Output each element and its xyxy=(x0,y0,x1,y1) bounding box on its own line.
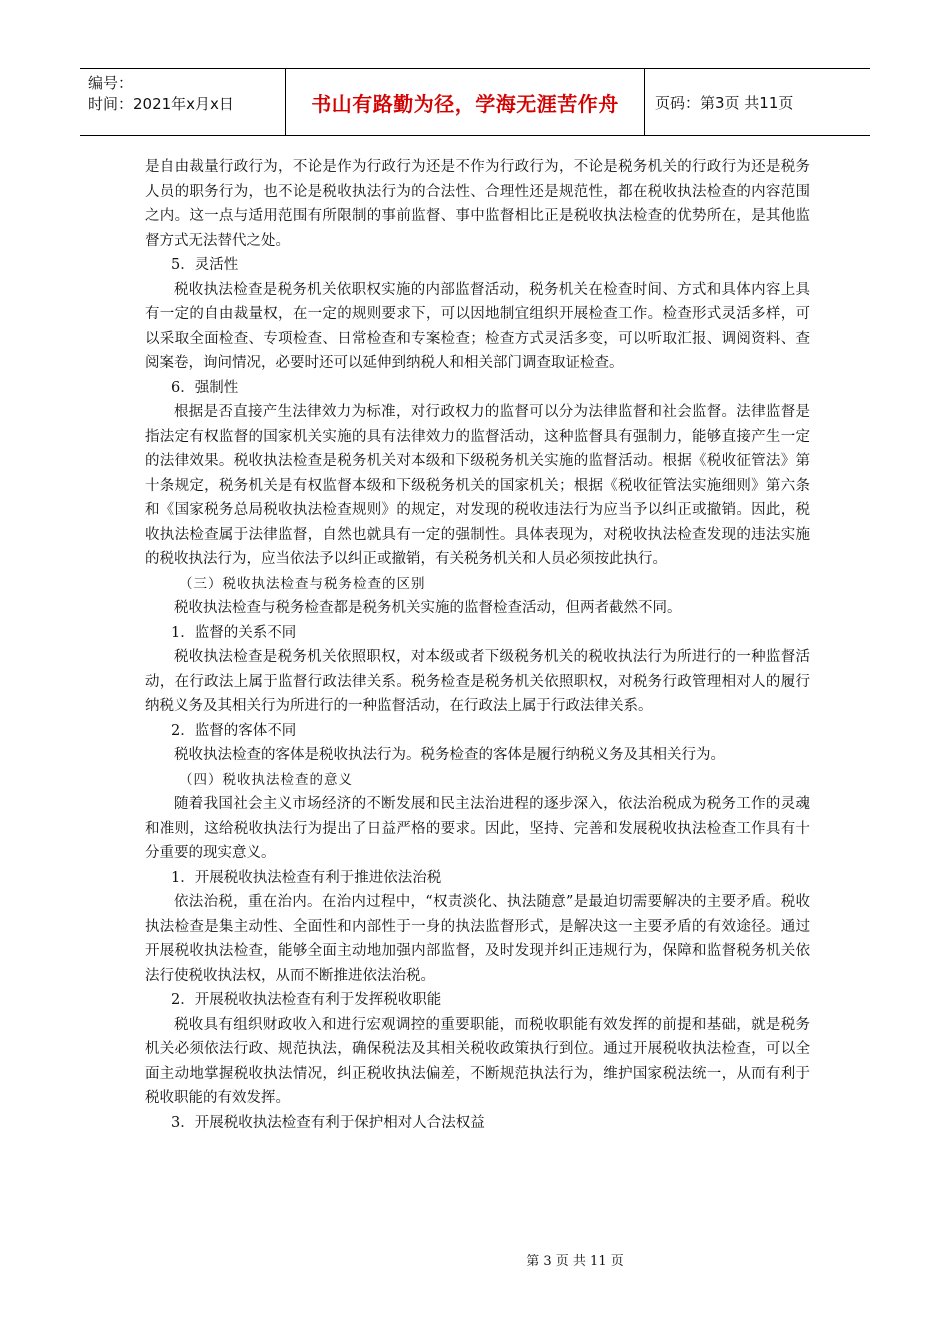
document-header xyxy=(80,68,870,136)
page-footer: 第 3 页 共 11 页 xyxy=(526,1254,624,1269)
document-body xyxy=(145,155,810,1135)
body-paragraph: 税收具有组织财政收入和进行宏观调控的重要职能，而税收职能有效发挥的前提和基础，就是税务机关必须依法行政、规范执法，确保税法及其相关税收政策执行到位。通过开展税收执法检查，可以全面主动地掌握税收执法情况，纠正税收执法偏差，不断规范执法行为，维护国家税法统一，从而有利于税收职能的有效发挥。 xyxy=(145,1016,810,1106)
section-heading: （三）税收执法检查与税务检查的区别 xyxy=(179,575,426,592)
section-heading: 6．强制性 xyxy=(171,379,239,396)
code-label: 编号： xyxy=(88,74,134,92)
header-meta xyxy=(80,69,286,135)
section-heading: 3．开展税收执法检查有利于保护相对人合法权益 xyxy=(171,1114,485,1131)
section-heading: 1．开展税收执法检查有利于推进依法治税 xyxy=(171,869,442,886)
body-paragraph: 税收执法检查与税务检查都是税务机关实施的监督检查活动，但两者截然不同。 xyxy=(174,600,682,616)
section-heading: 5．灵活性 xyxy=(171,257,239,273)
header-motto-cell xyxy=(286,69,645,135)
section-heading: 2．监督的客体不同 xyxy=(171,722,297,739)
header-page-info xyxy=(645,69,870,135)
page-info-text: 页码：第3页 共11页 xyxy=(655,93,794,112)
body-paragraph: 是自由裁量行政行为，不论是作为行政行为还是不作为行政行为，不论是税务机关的行政行为还是税务人员的职务行为，也不论是税收执法行为的合法性、合理性还是规范性，都在税收执法检查的内容范围之内。这一点与适用范围有所限制的事前监督、事中监督相比正是税收执法检查的优势所在，是其他监督方式无法替代之处。 xyxy=(145,159,810,249)
motto-text: 书山有路勤为径，学海无涯苦作舟 xyxy=(311,91,619,116)
date-label: 时间：2021年x月x日 xyxy=(88,95,234,113)
body-paragraph: 根据是否直接产生法律效力为标准，对行政权力的监督可以分为法律监督和社会监督。法律监督是指法定有权监督的国家机关实施的具有法律效力的监督活动，这种监督具有强制力，能够直接产生一定的法律效果。税收执法检查是税务机关对本级和下级税务机关实施的监督活动。根据《税收征管法》第十条规定，税务机关是有权监督本级和下级税务机关的国家机关；根据《税收征管法实施细则》第六条和《国家税务总局税收执法检查规则》的规定，对发现的税收违法行为应当予以纠正或撤销。因此，税收执法检查属于法律监督，自然也就具有一定的强制性。具体表现为，对税收执法检查发现的违法实施的税收执法行为，应当依法予以纠正或撤销，有关税务机关和人员必须按此执行。 xyxy=(145,404,810,567)
body-paragraph: 依法治税，重在治内。在治内过程中，“权责淡化、执法随意”是最迫切需要解决的主要矛盾。税收执法检查是集主动性、全面性和内部性于一身的执法监督形式，是解决这一主要矛盾的有效途径。通过开展税收执法检查，能够全面主动地加强内部监督，及时发现并纠正违规行为，保障和监督税务机关依法行使税收执法权，从而不断推进依法治税。 xyxy=(145,894,810,984)
section-heading: 2．开展税收执法检查有利于发挥税收职能 xyxy=(171,992,442,1008)
body-paragraph: 税收执法检查是税务机关依照职权，对本级或者下级税务机关的税收执法行为所进行的一种监督活动，在行政法上属于监督行政法律关系。税务检查是税务机关依照职权，对税务行政管理相对人的履行纳税义务及其相关行为所进行的一种监督活动，在行政法上属于行政法律关系。 xyxy=(145,649,810,714)
section-heading: （四）税收执法检查的意义 xyxy=(179,771,353,788)
body-paragraph: 税收执法检查的客体是税收执法行为。税务检查的客体是履行纳税义务及其相关行为。 xyxy=(174,747,725,763)
section-heading: 1．监督的关系不同 xyxy=(171,624,297,641)
body-paragraph: 随着我国社会主义市场经济的不断发展和民主法治进程的逐步深入，依法治税成为税务工作的灵魂和准则，这给税收执法行为提出了日益严格的要求。因此，坚持、完善和发展税收执法检查工作具有十分重要的现实意义。 xyxy=(145,796,810,861)
body-paragraph: 税收执法检查是税务机关依职权实施的内部监督活动，税务机关在检查时间、方式和具体内容上具有一定的自由裁量权，在一定的规则要求下，可以因地制宜组织开展检查工作。检查形式灵活多样，可以采取全面检查、专项检查、日常检查和专案检查；检查方式灵活多变，可以听取汇报、调阅资料、查阅案卷，询问情况，必要时还可以延伸到纳税人和相关部门调查取证检查。 xyxy=(145,281,810,371)
